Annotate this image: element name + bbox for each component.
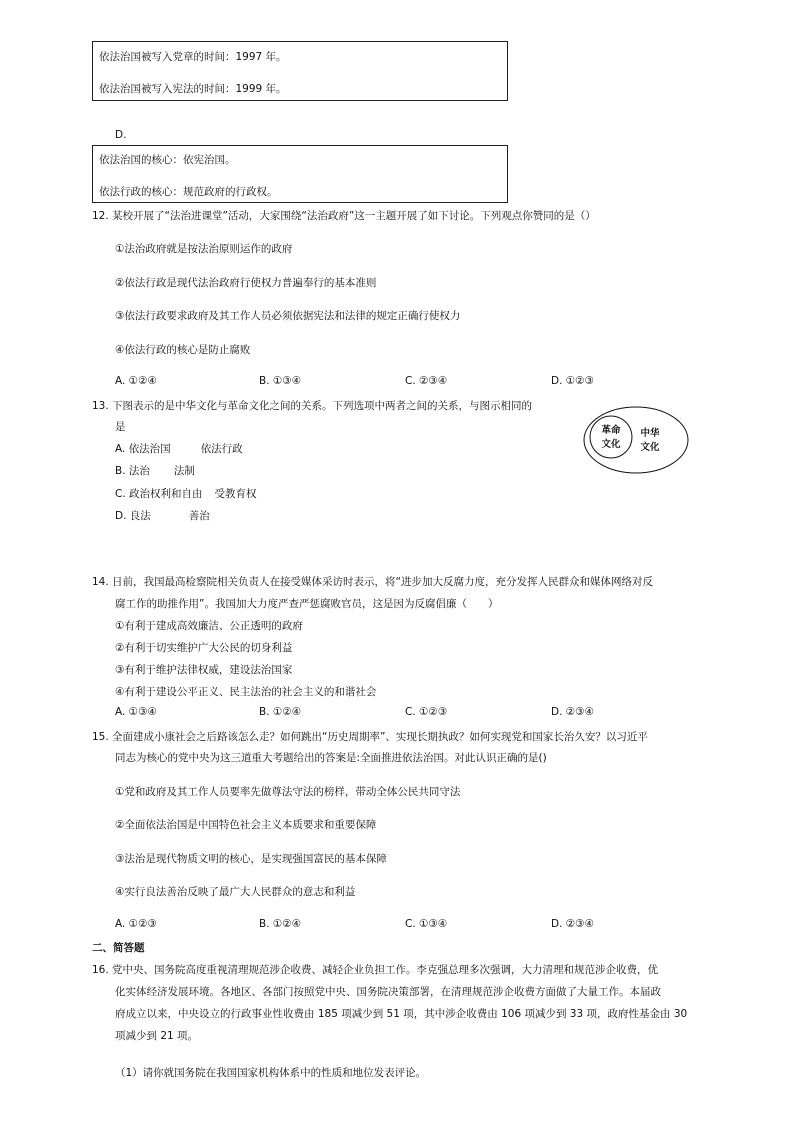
q13-stem-line-1: 13. 下图表示的是中华文化与革命文化之间的关系。下列选项中两者之间的关系，与图示相同的: [92, 400, 533, 412]
q15-option-b[interactable]: B. ①②④: [259, 918, 302, 930]
q15-item-3: ③法治是现代物质文明的核心，是实现强国富民的基本保障: [115, 853, 387, 865]
option-c-box: [92, 41, 508, 101]
q16-line-4: 项减少到 21 项。: [115, 1030, 199, 1042]
q13-venn-diagram: [582, 402, 694, 478]
option-d-box: [92, 145, 508, 203]
outer-label-1: 中华: [640, 428, 660, 439]
q12-option-a[interactable]: A. ①②④: [115, 375, 157, 387]
q13-option-a[interactable]: [115, 441, 243, 456]
q13-option-c-letter: C.: [115, 488, 126, 500]
q15-item-2: ②全面依法治国是中国特色社会主义本质要求和重要保障: [115, 819, 377, 831]
q12-item-4: ④依法行政的核心是防止腐败: [115, 344, 251, 356]
q16-line-1: 16. 党中央、国务院高度重视清理规范涉企收费、减轻企业负担工作。李克强总理多次强调，大力清理和规范涉企收费，优: [92, 964, 659, 976]
q13-option-b-letter: B.: [115, 465, 126, 477]
q12-item-3: ③依法行政要求政府及其工作人员必须依据宪法和法律的规定正确行使权力: [115, 310, 461, 322]
q13-option-b-right: 法制: [173, 465, 195, 477]
q13-option-c-right: 受教育权: [214, 488, 257, 500]
option-c-line-2: 依法治国被写入宪法的时间：1999 年。: [99, 83, 287, 95]
q12-item-1: ①法治政府就是按法治原则运作的政府: [115, 243, 293, 255]
q14-item-3: ③有利于维护法律权威，建设法治国家: [115, 664, 293, 676]
q13-option-d[interactable]: [115, 508, 210, 523]
q15-item-1: ①党和政府及其工作人员要率先做尊法守法的榜样，带动全体公民共同守法: [115, 786, 461, 798]
q13-option-d-letter: D.: [115, 510, 127, 522]
option-d-line-1: 依法治国的核心：依宪治国。: [99, 154, 236, 166]
q16-line-3: 府成立以来，中央设立的行政事业性收费由 185 项减少到 51 项，其中涉企收费由 106 项减少到 33 项，政府性基金由 30: [115, 1008, 688, 1020]
q12-option-b[interactable]: B. ①③④: [259, 375, 302, 387]
outer-ellipse: [584, 407, 688, 473]
q15-option-d[interactable]: D. ②③④: [551, 918, 594, 930]
q13-option-c-left: 政治权利和自由: [129, 488, 203, 500]
q13-option-a-letter: A.: [115, 443, 126, 455]
q13-option-a-left: 依法治国: [128, 443, 171, 455]
q14-option-a[interactable]: A. ①③④: [115, 706, 157, 718]
q14-option-c[interactable]: C. ①②③: [405, 706, 448, 718]
q15-option-a[interactable]: A. ①②③: [115, 918, 157, 930]
q15-option-c[interactable]: C. ①③④: [405, 918, 448, 930]
q15-stem-line-2: 同志为核心的党中央为这三道重大考题给出的答案是:全面推进依法治国。对此认识正确的是(): [115, 752, 547, 764]
q13-option-c[interactable]: [115, 486, 257, 501]
q13-option-b[interactable]: [115, 463, 195, 478]
q13-option-d-right: 善治: [188, 510, 210, 522]
q12-item-2: ②依法行政是现代法治政府行使权力普遍奉行的基本准则: [115, 277, 377, 289]
option-d-line-2: 依法行政的核心：规范政府的行政权。: [99, 186, 278, 198]
q13-option-b-left: 法治: [128, 465, 150, 477]
section-2-title: 二、简答题: [92, 942, 145, 954]
inner-circle: [590, 416, 632, 458]
q14-item-4: ④有利于建设公平正义、民主法治的社会主义的和谐社会: [115, 686, 377, 698]
q14-item-2: ②有利于切实维护广大公民的切身利益: [115, 642, 293, 654]
q13-stem-line-2: 是: [115, 421, 126, 433]
q14-stem-line-1: 14. 日前，我国最高检察院相关负责人在接受媒体采访时表示，将“进步加大反腐力度，充分发挥人民群众和媒体网络对反: [92, 576, 653, 588]
q12-option-d[interactable]: D. ①②③: [551, 375, 594, 387]
q12-option-c[interactable]: C. ②③④: [405, 375, 448, 387]
q12-stem: 12. 某校开展了“法治进课堂”活动，大家围绕“法治政府”这一主题开展了如下讨论。下列观点你赞同的是（）: [92, 210, 596, 222]
option-c-line-1: 依法治国被写入党章的时间：1997 年。: [99, 51, 287, 63]
inner-label-2: 文化: [601, 439, 621, 450]
q16-line-2: 化实体经济发展环境。各地区、各部门按照党中央、国务院决策部署，在清理规范涉企收费方面做了大量工作。本届政: [115, 986, 661, 998]
q14-option-d[interactable]: D. ②③④: [551, 706, 594, 718]
q14-option-b[interactable]: B. ①②④: [259, 706, 302, 718]
option-d-label: D.: [115, 129, 127, 141]
q13-option-d-left: 良法: [129, 510, 151, 522]
q14-stem-line-2: 腐工作的助推作用”。我国加大力度严查严惩腐败官员，这是因为反腐倡廉（ ）: [115, 598, 499, 610]
q14-item-1: ①有利于建成高效廉洁、公正透明的政府: [115, 620, 303, 632]
q15-item-4: ④实行良法善治反映了最广大人民群众的意志和利益: [115, 886, 356, 898]
q15-stem-line-1: 15. 全面建成小康社会之后路该怎么走？如何跳出“历史周期率”、实现长期执政？如何实现党和国家长治久安？以习近平: [92, 731, 648, 743]
inner-label-1: 革命: [601, 425, 621, 436]
q13-option-a-right: 依法行政: [200, 443, 243, 455]
outer-label-2: 文化: [640, 442, 660, 453]
q16-sub-question-1: （1）请你就国务院在我国国家机构体系中的性质和地位发表评论。: [115, 1067, 427, 1079]
